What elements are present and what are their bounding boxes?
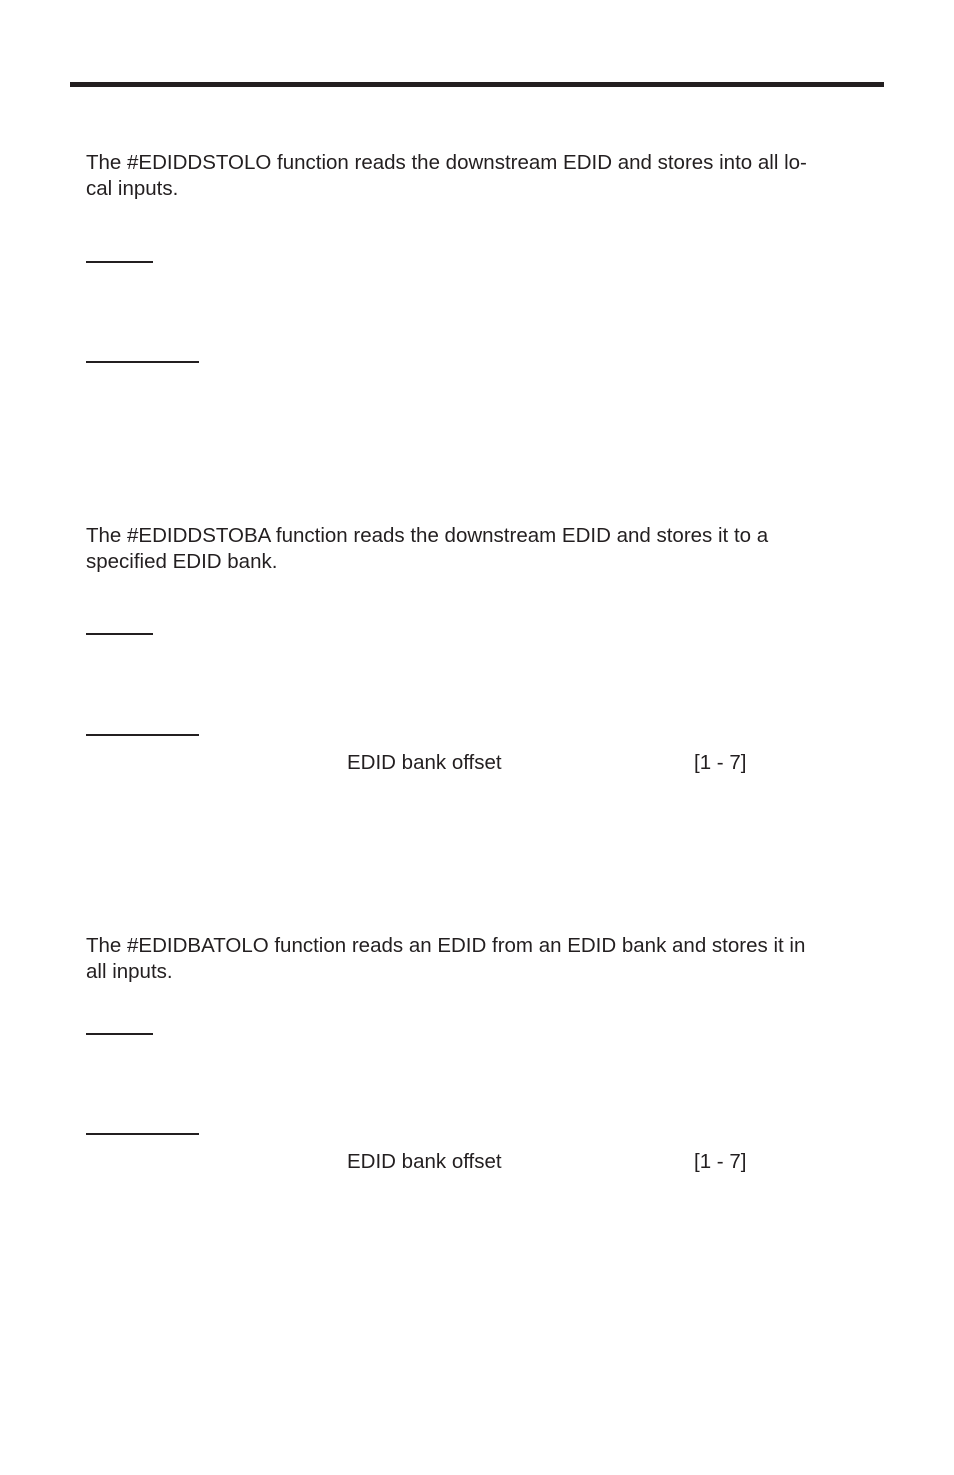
section-3-parameter-name: EDID bank offset — [347, 1150, 502, 1173]
section-2-description — [86, 523, 866, 575]
section-3-description-line-2: all inputs. — [86, 960, 173, 983]
section-1-parameters-heading-underline — [86, 361, 199, 363]
section-1-syntax-heading-underline — [86, 261, 153, 263]
section-2-parameters-heading-underline — [86, 734, 199, 736]
section-3-description-line-1: The #EDIDBATOLO function reads an EDID from an EDID bank and stores it in — [86, 934, 806, 957]
section-3-parameter-range: [1 - 7] — [694, 1150, 747, 1173]
header-rule — [70, 82, 884, 87]
section-1-description-line-2: cal inputs. — [86, 177, 179, 200]
section-3-parameters-heading-underline — [86, 1133, 199, 1135]
section-3-description — [86, 933, 866, 985]
section-1-description — [86, 150, 866, 202]
section-2-parameter-name: EDID bank offset — [347, 751, 502, 774]
section-2-description-line-1: The #EDIDDSTOBA function reads the downstream EDID and stores it to a — [86, 524, 769, 547]
section-2-parameter-range: [1 - 7] — [694, 751, 747, 774]
section-1-description-line-1: The #EDIDDSTOLO function reads the downstream EDID and stores into all lo- — [86, 151, 807, 174]
section-2-description-line-2: specified EDID bank. — [86, 550, 278, 573]
section-2-syntax-heading-underline — [86, 633, 153, 635]
section-3-syntax-heading-underline — [86, 1033, 153, 1035]
